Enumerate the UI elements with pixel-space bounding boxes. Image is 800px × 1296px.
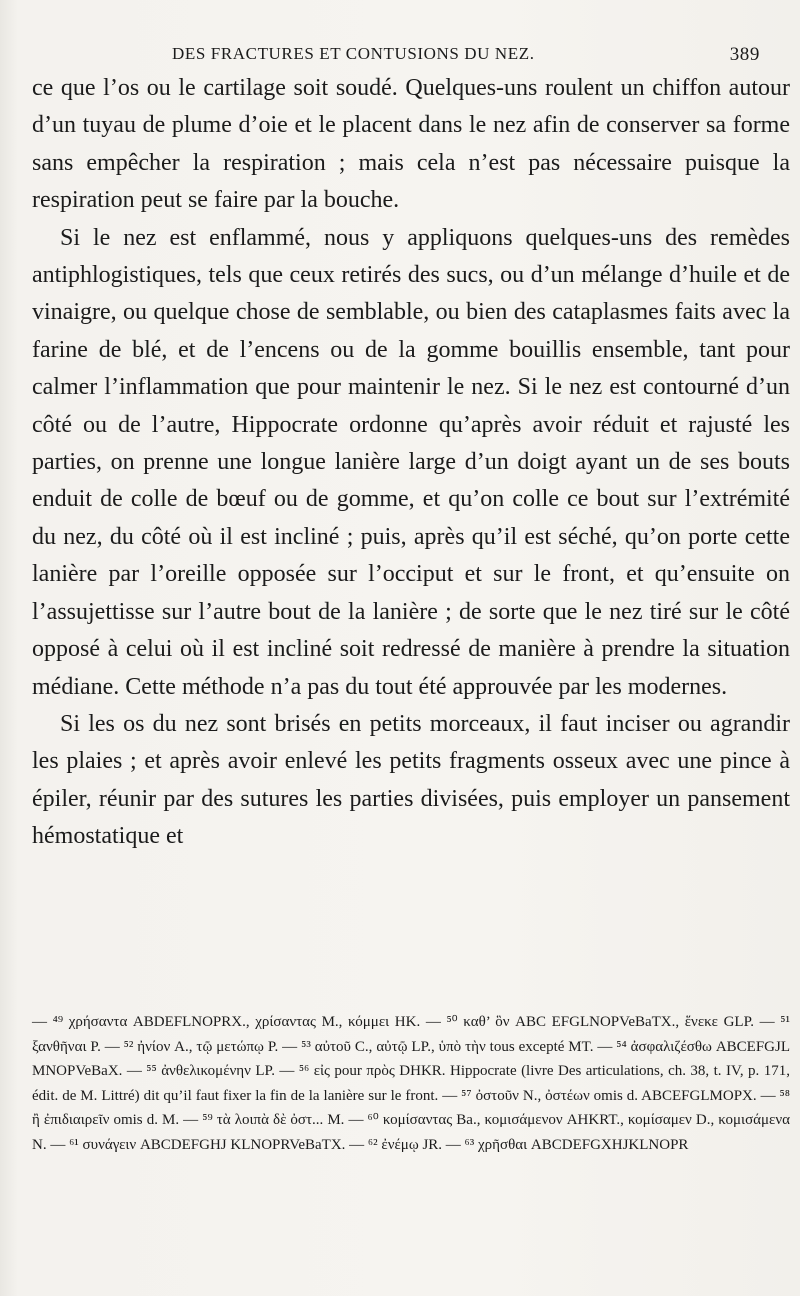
- main-text: [32, 70, 790, 856]
- footnotes: [32, 1010, 790, 1157]
- paragraph: ce que l’os ou le cartilage soit soudé. Quelques-uns roulent un chiffon autour d’un tuyau de plume d’oie et le placent dans le nez afin de conserver sa forme sans empêcher la respiration ; mais cela n’est pas nécessaire puisque la respiration peut se faire par la bouche.: [32, 75, 790, 214]
- paragraph: Si le nez est enflammé, nous y appliquons quelques-uns des remèdes antiphlogistiques, tels que ceux retirés des sucs, ou d’un mélange d’huile et de vinaigre, ou quelque chose de semblable, ou bien des cataplasmes faits avec la farine de blé, et de l’encens ou de la gomme bouillis ensemble, tant pour calmer l’inflammation que pour maintenir le nez. Si le nez est contourné d’un côté ou de l’autre, Hippocrate ordonne qu’après avoir réduit et rajusté les parties, on prenne une longue lanière large d’un doigt ayant un de ses bouts enduit de colle de bœuf ou de gomme, et qu’on colle ce bout sur l’extrémité du nez, du côté où il est incliné ; puis, après qu’il est séché, qu’on porte cette lanière par l’oreille opposée sur l’occiput et sur le front, et qu’ensuite on l’assujettisse sur l’autre bout de la lanière ; de sorte que le nez tiré sur le côté opposé à celui où il est incliné soit redressé de manière à prendre la situation médiane. Cette méthode n’a pas du tout été approuvée par les modernes.: [32, 224, 790, 700]
- paragraph: Si les os du nez sont brisés en petits morceaux, il faut inciser ou agrandir les plaies ; et après avoir enlevé les petits fragments osseux avec une pince à épiler, réunir par des sutures les parties divisées, puis employer un pansement hémostatique et: [32, 710, 790, 850]
- footnote-text: — ⁴⁹ χρήσαντα ABDEFLNOPRX., χρίσαντας M., κόμμει HK. — ⁵⁰ καθ’ ὃν ABC EFGLNOPVeBaTX., ἕνεκε GLP. — ⁵¹ ξανθῆναι P. — ⁵² ἠνίον A., τῷ μετώπῳ P. — ⁵³ αὐτοῦ C., αὐτῷ LP., ὑπὸ τὴν tous excepté MT. — ⁵⁴ ἀσφαλιζέσθω ABCEFGJL MNOPVeBaX. — ⁵⁵ ἀνθελικομένην LP. — ⁵⁶ εἰς pour πρὸς DHKR. Hippocrate (livre Des articulations, ch. 38, t. IV, p. 171, édit. de M. Littré) dit qu’il faut fixer la fin de la lanière sur le front. — ⁵⁷ ὀστοῦν N., ὀστέων omis d. ABCEFGLMOPX. — ⁵⁸ ἢ ἐπιδιαιρεῖν omis d. M. — ⁵⁹ τὰ λοιπὰ δὲ ὀστ... M. — ⁶⁰ κομίσαντας Ba., κομισάμενον AHKRT., κομίσαμεν D., κομισάμενα N. — ⁶¹ συνάγειν ABCDEFGHJ KLNOPRVeBaTX. — ⁶² ἐνέμῳ JR. — ⁶³ χρῆσθαι ABCDEFGXHJKLNOPR: [32, 1014, 790, 1153]
- running-title: DES FRACTURES ET CONTUSIONS DU NEZ.: [172, 44, 535, 63]
- page-number: 389: [729, 44, 760, 65]
